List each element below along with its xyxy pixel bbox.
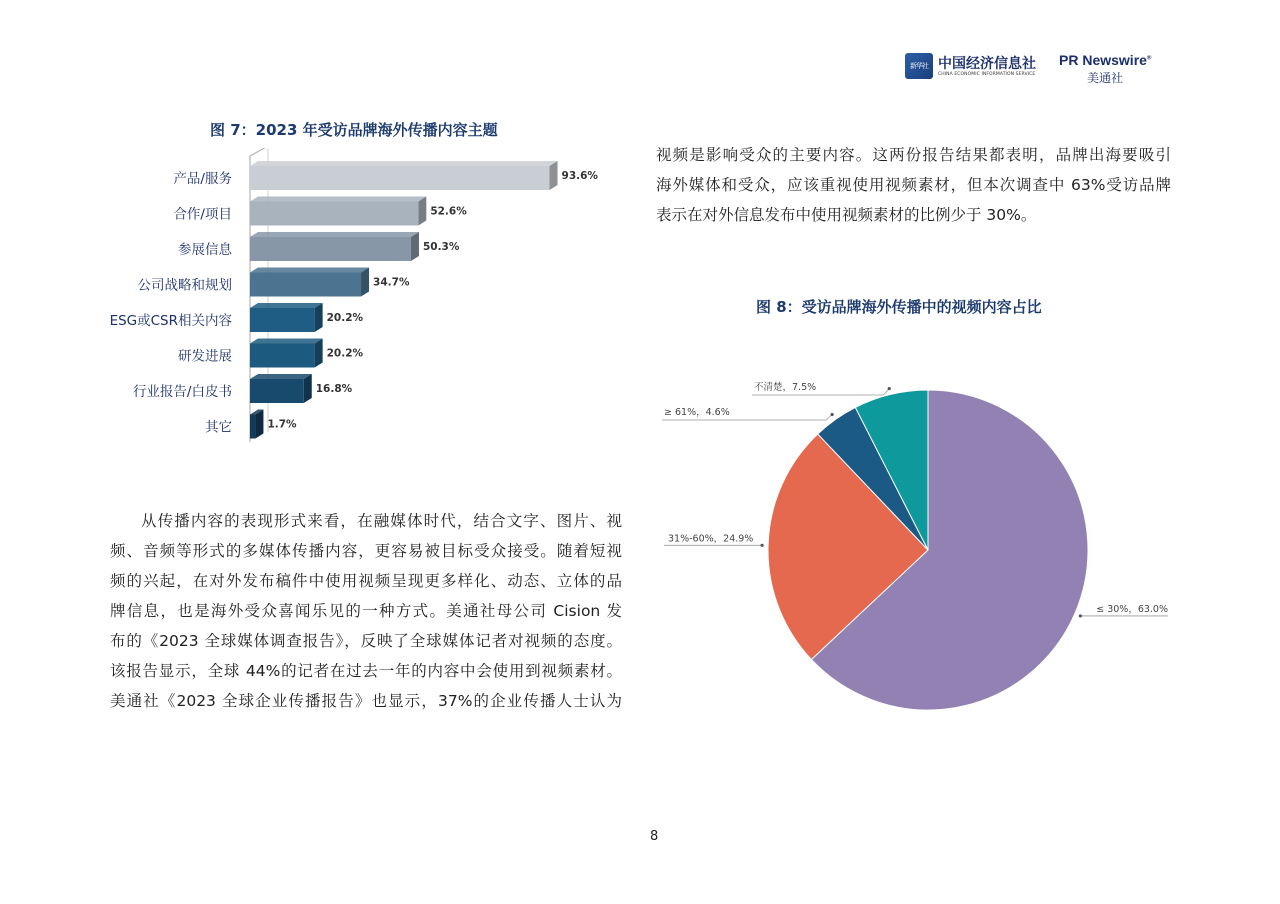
paragraph-line: 表示在对外信息发布中使用视频素材的比例少于 30%。 [656, 206, 1037, 224]
bar-side [255, 410, 263, 439]
value-label: 52.6% [430, 205, 467, 218]
bar-group [250, 374, 312, 403]
figure7-bar-chart [100, 148, 640, 453]
paragraph-line: 该报告显示，全球 44%的记者在过去一年的内容中会使用到视频素材。 [110, 662, 622, 680]
bar [250, 379, 304, 403]
bar-side [315, 303, 323, 332]
bar [250, 202, 418, 226]
value-label: 50.3% [422, 241, 460, 253]
bar-side [550, 161, 558, 190]
value-label: 20.2% [326, 347, 364, 360]
figure8-title: 图 8：受访品牌海外传播中的视频内容占比 [756, 298, 1042, 316]
paragraph-line: 频、音频等形式的多媒体传播内容，更容易被目标受众接受。随着短视 [110, 542, 622, 560]
bar [250, 166, 550, 190]
prnewswire-logo [1059, 52, 1151, 68]
bar-side [411, 232, 419, 261]
cei-name-cn: 中国经济信息社 [938, 56, 1036, 72]
value-label: 34.7% [373, 276, 410, 289]
bar [250, 237, 411, 261]
bar-top [250, 339, 323, 344]
slice-label: ≤ 30%，63.0% [1096, 603, 1168, 615]
value-label: 16.8% [315, 383, 353, 395]
bar-top [250, 374, 312, 379]
left-paragraph [110, 506, 622, 716]
bar-top [250, 197, 426, 202]
paragraph-line: 频的兴起，在对外发布稿件中使用视频呈现更多样化、动态、立体的品 [110, 572, 622, 590]
leader-dot [760, 544, 763, 547]
category-label: 公司战略和规划 [137, 277, 232, 294]
slice-label: 31%-60%，24.9% [668, 533, 754, 545]
bar-group [250, 410, 263, 439]
bar [250, 344, 315, 368]
paragraph-line: 从传播内容的表现形式来看，在融媒体时代，结合文字、图片、视 [141, 512, 622, 530]
paragraph-line: 美通社《2023 全球企业传播报告》也显示，37%的企业传播人士认为 [110, 692, 622, 710]
leader-dot [888, 387, 891, 390]
category-label: 参展信息 [178, 242, 232, 258]
bar-group [250, 232, 419, 261]
leader-dot [831, 413, 834, 416]
paragraph-line: 牌信息，也是海外受众喜闻乐见的一种方式。美通社母公司 Cision 发 [110, 602, 622, 620]
bar-top [250, 303, 323, 308]
bar-side [361, 268, 369, 297]
prn-name: PR Newswire [1059, 52, 1147, 68]
bar-group [250, 161, 558, 190]
slice-label: 不清楚，7.5% [754, 382, 817, 393]
page-number: 8 [650, 829, 659, 844]
prnewswire-cn-name: 美通社 [1087, 71, 1124, 85]
bar-group [250, 303, 323, 332]
bar-side [418, 197, 426, 226]
value-label: 1.7% [267, 418, 297, 431]
category-label: 合作/项目 [173, 206, 232, 223]
bar [250, 273, 361, 297]
figure7-title: 图 7：2023 年受访品牌海外传播内容主题 [210, 121, 498, 139]
bar-group [250, 339, 323, 368]
bar-top [250, 268, 369, 273]
bar-top [250, 161, 558, 166]
figure8-pie-chart [660, 370, 1180, 720]
category-label: 研发进展 [178, 348, 232, 365]
xinhua-logo: 新华社 [905, 53, 933, 79]
prn-mark: ® [1146, 55, 1152, 62]
bar [250, 308, 315, 332]
category-label: 行业报告/白皮书 [132, 384, 232, 400]
right-paragraph [656, 140, 1171, 230]
bar-group [250, 268, 369, 297]
slice-label: ≥ 61%，4.6% [664, 407, 730, 418]
cei-name-en: CHINA ECONOMIC INFORMATION SERVICE [938, 72, 1036, 77]
category-label: 产品/服务 [173, 171, 232, 187]
bar-side [315, 339, 323, 368]
paragraph-line: 视频是影响受众的主要内容。这两份报告结果都表明，品牌出海要吸引 [656, 146, 1171, 164]
value-label: 20.2% [326, 312, 364, 324]
leader-dot [1079, 614, 1082, 617]
bar-group [250, 197, 426, 226]
category-label: ESG或CSR相关内容 [109, 313, 232, 329]
paragraph-line: 布的《2023 全球媒体调查报告》，反映了全球媒体记者对视频的态度。 [110, 632, 622, 650]
bar-side [304, 374, 312, 403]
bar-top [250, 232, 419, 237]
category-label: 其它 [205, 419, 232, 436]
value-label: 93.6% [561, 170, 598, 182]
bar [250, 415, 255, 439]
paragraph-line: 海外媒体和受众，应该重视使用视频素材，但本次调查中 63%受访品牌 [656, 176, 1171, 194]
